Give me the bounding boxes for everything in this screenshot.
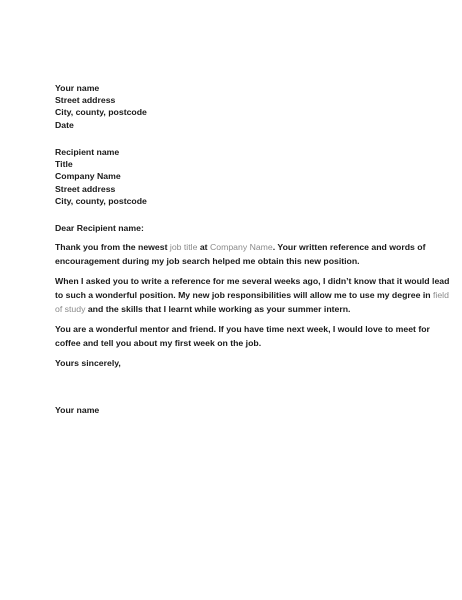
job-title-placeholder: job title [169,242,198,252]
paragraph-1 [55,240,426,268]
paragraph-3-line-1: You are a wonderful mentor and friend. If you have time next week, I would love to meet for [55,324,430,334]
sender-street: Street address [55,95,116,106]
paragraph-2-line-2 [55,288,449,302]
paragraph-1-line-1 [55,240,426,254]
paragraph-1-text-b: at [197,242,210,252]
recipient-title: Title [55,159,73,170]
sender-city: City, county, postcode [55,107,147,118]
paragraph-3-line-2: coffee and tell you about my first week on the job. [55,338,262,348]
sender-name: Your name [55,83,100,93]
salutation-text: Dear Recipient name: [55,223,144,233]
paragraph-2-text-b: and the skills that I learnt while working as your summer intern. [85,304,351,314]
closing [55,356,415,370]
salutation [55,221,415,235]
paragraph-1-text-a: Thank you from the newest [55,242,170,252]
signature [55,403,415,417]
field-placeholder: field [432,290,449,300]
paragraph-2-line-3 [55,302,415,316]
paragraph-2-text-a: to such a wonderful position. My new job responsibilities will allow me to use my degree in [55,290,433,300]
paragraph-2 [55,274,450,316]
closing-text: Yours sincerely, [55,358,121,368]
letter-date: Date [55,119,74,130]
field-of-study-placeholder: of study [55,304,86,314]
company-name-placeholder: Company Name [209,242,273,252]
paragraph-3 [55,322,430,350]
recipient-name: Recipient name [55,147,120,157]
paragraph-1-line-2: encouragement during my job search helped me obtain this new position. [55,256,360,266]
sender-address-block [55,82,415,131]
recipient-city: City, county, postcode [55,195,147,206]
paragraph-2-line-1: When I asked you to write a reference for me several weeks ago, I didn’t know that it would lead [55,276,450,286]
paragraph-1-text-c: . Your written reference and words of [272,242,426,252]
recipient-street: Street address [55,183,116,194]
recipient-address-block [55,146,415,207]
recipient-company: Company Name [55,171,121,182]
signature-name: Your name [55,405,100,415]
